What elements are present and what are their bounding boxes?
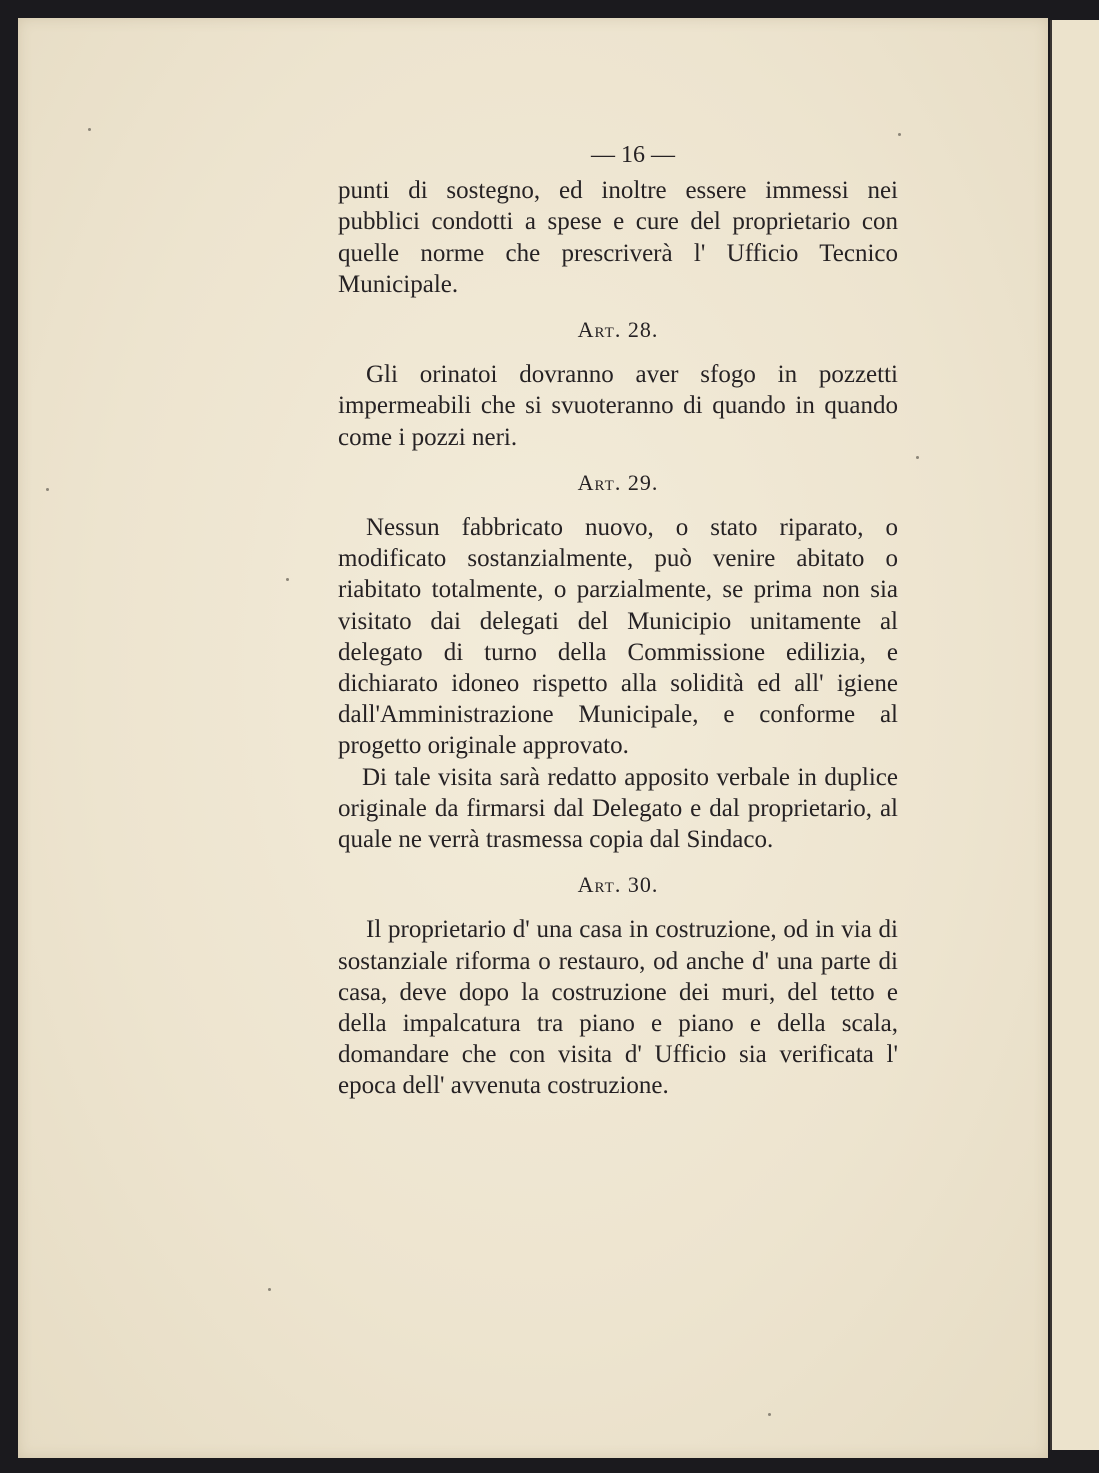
page-number: — 16 — [591, 142, 675, 168]
paper-speck [916, 456, 919, 459]
paragraph: Il proprietario d' una casa in costruzione, od in via di sostanziale riforma o restauro, od anche d' una parte di casa, deve dopo la costruzione dei muri, del tetto e della impalcatura tra piano e piano e della scala, domandare che con visita d' Ufficio sia verificata l' epoca dell' avvenuta costruzione. [338, 916, 898, 1100]
paper-speck [88, 128, 91, 131]
paper-speck [268, 1288, 271, 1291]
article-heading: Art. 30. [577, 872, 659, 898]
paragraph: Nessun fabbricato nuovo, o stato riparato, o modificato sostanzialmente, può venire abitato o riabitato totalmente, o parzialmente, se prima non sia visitato dai delegati del Municipio unitamente al delegato di turno della Commissione edilizia, e dichiarato idoneo rispetto alla solidità ed all' igiene dall'Amministrazione Municipale, e conforme al progetto originale approvato. [338, 514, 898, 760]
article-heading: Art. 28. [577, 317, 659, 343]
paper-speck [768, 1413, 771, 1416]
next-page-edge [1050, 20, 1099, 1450]
paragraph: punti di sostegno, ed inoltre essere immessi nei pubblici condotti a spese e cure del proprietario con quelle norme che prescriverà l' Ufficio Tecnico Municipale. [338, 177, 898, 298]
paper-speck [46, 488, 49, 491]
article-heading: Art. 29. [577, 469, 659, 495]
paper-speck [286, 578, 289, 581]
paragraph: Di tale visita sarà redatto apposito verbale in duplice originale da firmarsi dal Delegato e dal proprietario, al quale ne verrà trasmessa copia dal Sindaco. [338, 763, 898, 854]
page-text [338, 140, 898, 1102]
paper-speck [898, 133, 901, 136]
paragraph: Gli orinatoi dovranno aver sfogo in pozzetti impermeabili che si svuoteranno di quando in quando come i pozzi neri. [338, 361, 898, 451]
